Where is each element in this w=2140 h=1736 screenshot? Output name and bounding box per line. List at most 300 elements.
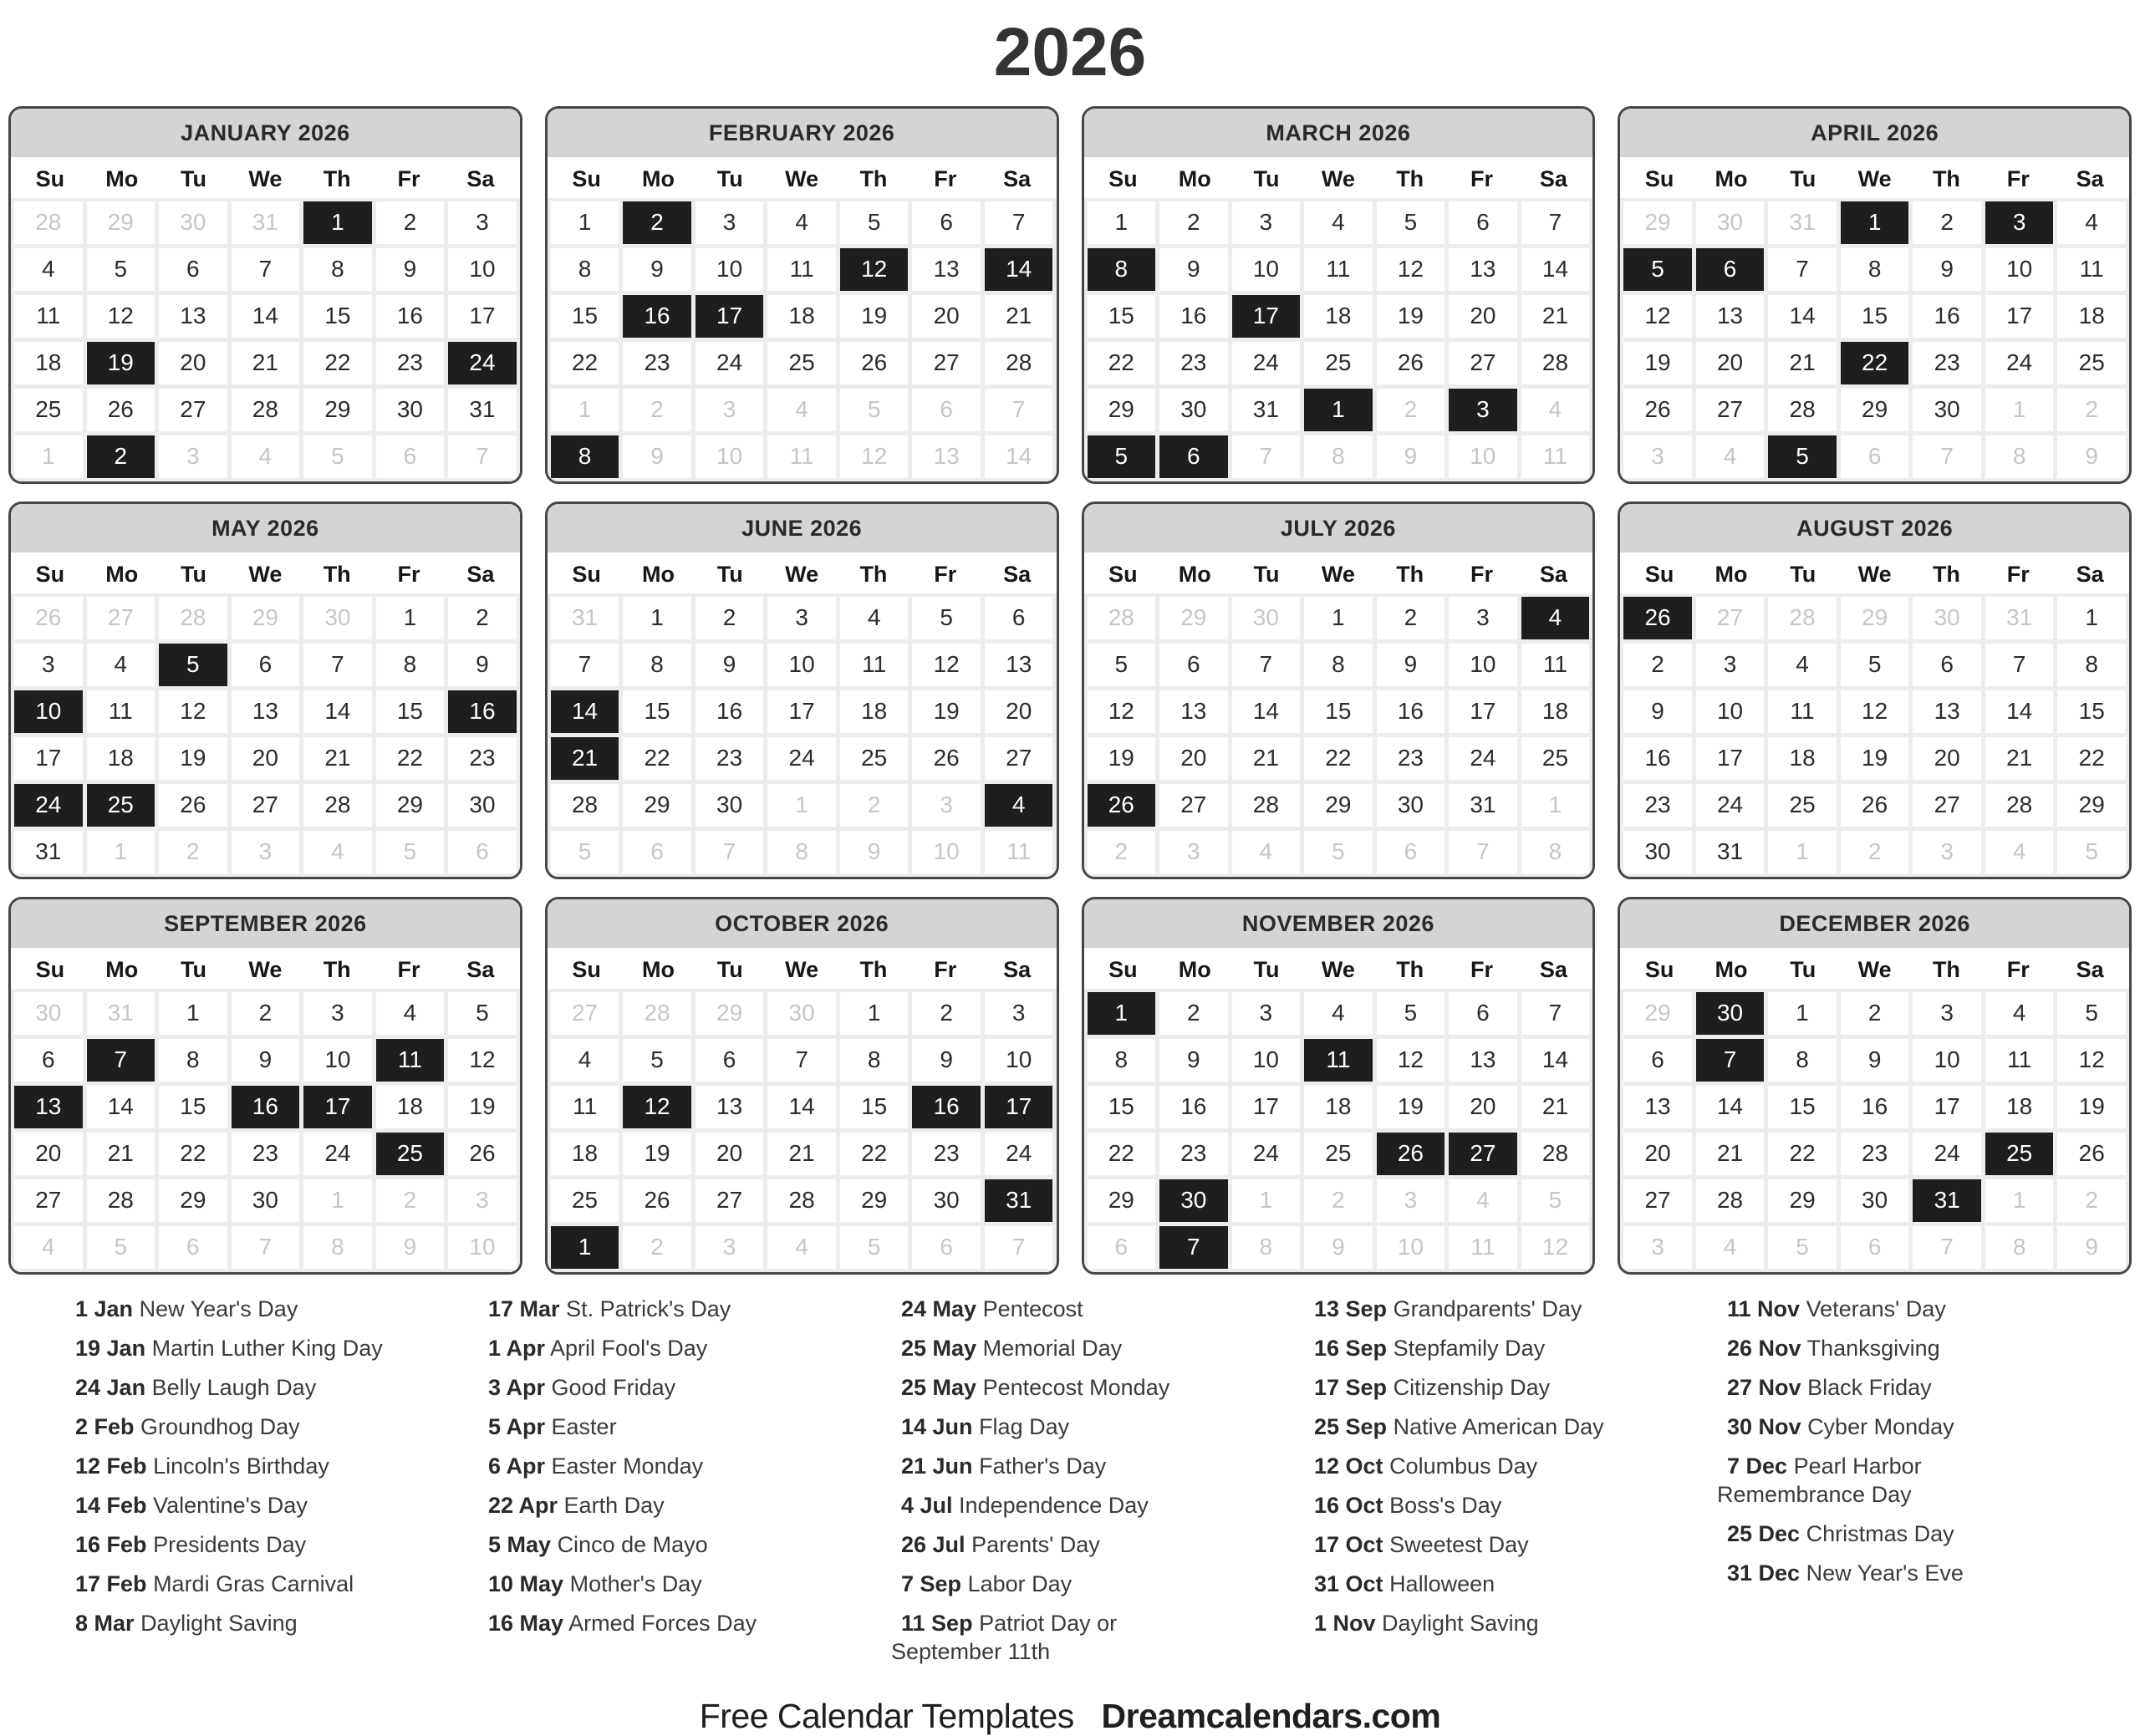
day-cell: 24 <box>1913 1133 1981 1175</box>
day-cell: 10 <box>448 248 517 291</box>
day-cell: 10 <box>1696 690 1765 733</box>
day-cell: 5 <box>840 201 909 244</box>
day-cell: 4 <box>1696 435 1765 478</box>
holiday-date: 12 Feb <box>75 1453 147 1479</box>
weeks-grid <box>11 198 520 481</box>
day-cell: 7 <box>1913 1226 1981 1269</box>
day-cell: 22 <box>551 342 619 384</box>
day-cell: 5 <box>1841 644 1909 686</box>
day-cell: 9 <box>1377 644 1445 686</box>
holiday-item <box>1304 1530 1643 1559</box>
day-cell: 28 <box>1521 1133 1590 1175</box>
weekday-label: We <box>785 561 819 587</box>
holiday-day-cell: 7 <box>1159 1226 1228 1269</box>
day-cell: 1 <box>840 992 909 1035</box>
holiday-day-cell: 14 <box>985 248 1053 291</box>
holiday-day-cell: 3 <box>1985 201 2054 244</box>
day-cell: 3 <box>1623 435 1692 478</box>
weekday-label: Sa <box>466 956 495 982</box>
day-cell: 18 <box>87 737 155 780</box>
day-cell: 14 <box>303 690 372 733</box>
week-row <box>14 597 517 639</box>
day-cell: 6 <box>912 201 981 244</box>
week-row <box>1088 784 1590 827</box>
weekday-label: Mo <box>641 561 675 587</box>
month-title: DECEMBER 2026 <box>1620 899 2129 948</box>
day-cell: 8 <box>1304 435 1373 478</box>
weekday-label: Th <box>323 956 351 982</box>
weekday-label: We <box>248 165 283 191</box>
day-cell: 5 <box>840 389 909 431</box>
day-cell: 26 <box>1377 342 1445 384</box>
day-cell: 5 <box>303 435 372 478</box>
holiday-item <box>891 1452 1230 1480</box>
month-title: JULY 2026 <box>1084 504 1593 552</box>
month-title: MARCH 2026 <box>1084 109 1593 157</box>
day-cell: 15 <box>1088 1086 1156 1128</box>
day-cell: 15 <box>1304 690 1373 733</box>
day-cell: 14 <box>1521 248 1590 291</box>
day-cell: 10 <box>985 1039 1053 1082</box>
day-cell: 28 <box>551 784 619 827</box>
day-cell: 20 <box>1449 295 1517 338</box>
day-cell: 1 <box>303 1179 372 1222</box>
month-title: JANUARY 2026 <box>11 109 520 157</box>
day-cell: 6 <box>1841 1226 1909 1269</box>
weekday-label: Su <box>35 956 65 982</box>
day-cell: 23 <box>376 342 445 384</box>
holiday-date: 31 Dec <box>1727 1560 1801 1586</box>
day-cell: 28 <box>1696 1179 1765 1222</box>
holiday-date: 25 May <box>901 1374 977 1400</box>
day-cell: 19 <box>448 1086 517 1128</box>
day-cell: 25 <box>2057 342 2126 384</box>
day-cell: 15 <box>1088 295 1156 338</box>
day-cell: 4 <box>1696 1226 1765 1269</box>
holiday-day-cell: 16 <box>623 295 691 338</box>
day-cell: 20 <box>232 737 300 780</box>
day-cell: 8 <box>159 1039 227 1082</box>
holiday-name: Mother's Day <box>569 1571 702 1596</box>
day-cell: 20 <box>14 1133 83 1175</box>
day-cell: 5 <box>376 831 445 873</box>
day-cell: 7 <box>1521 201 1590 244</box>
day-cell: 30 <box>14 992 83 1035</box>
week-row <box>1623 1039 2126 1082</box>
day-cell: 9 <box>448 644 517 686</box>
week-row <box>14 737 517 780</box>
day-cell: 10 <box>1232 1039 1301 1082</box>
month-card <box>1082 106 1596 484</box>
legend-column <box>1304 1295 1694 1677</box>
week-row <box>1623 342 2126 384</box>
weekday-header-row <box>11 157 520 198</box>
weekday-label: Th <box>323 165 351 191</box>
footer-brand-link[interactable]: Dreamcalendars.com <box>1101 1696 1441 1735</box>
holiday-item <box>891 1373 1230 1402</box>
weekday-label: Su <box>572 165 601 191</box>
day-cell: 24 <box>767 737 836 780</box>
day-cell: 27 <box>1159 784 1228 827</box>
day-cell: 9 <box>623 435 691 478</box>
day-cell: 9 <box>1159 248 1228 291</box>
holiday-name: Good Friday <box>551 1374 676 1400</box>
holiday-day-cell: 16 <box>912 1086 981 1128</box>
day-cell: 17 <box>1985 295 2054 338</box>
holiday-date: 25 Dec <box>1727 1520 1801 1546</box>
day-cell: 27 <box>87 597 155 639</box>
holiday-item <box>1717 1520 2056 1548</box>
week-row <box>1088 831 1590 873</box>
day-cell: 16 <box>1623 737 1692 780</box>
month-card <box>8 106 522 484</box>
day-cell: 7 <box>985 201 1053 244</box>
holiday-item <box>478 1491 817 1520</box>
day-cell: 11 <box>551 1086 619 1128</box>
holiday-day-cell: 16 <box>232 1086 300 1128</box>
day-cell: 11 <box>1521 435 1590 478</box>
weekday-header-row <box>1084 552 1593 593</box>
day-cell: 8 <box>1985 435 2054 478</box>
holiday-day-cell: 6 <box>1696 248 1765 291</box>
holiday-day-cell: 25 <box>87 784 155 827</box>
day-cell: 4 <box>1449 1179 1517 1222</box>
holiday-day-cell: 3 <box>1449 389 1517 431</box>
legend-column <box>478 1295 868 1677</box>
holiday-name: Cyber Monday <box>1807 1413 1954 1439</box>
day-cell: 23 <box>912 1133 981 1175</box>
holiday-name: Flag Day <box>979 1413 1070 1439</box>
weekday-label: Fr <box>1470 956 1493 982</box>
weekday-label: Sa <box>1539 561 1567 587</box>
day-cell: 30 <box>303 597 372 639</box>
day-cell: 13 <box>985 644 1053 686</box>
weeks-grid <box>11 593 520 877</box>
week-row <box>1623 1086 2126 1128</box>
day-cell: 25 <box>767 342 836 384</box>
day-cell: 27 <box>1623 1179 1692 1222</box>
weekday-label: We <box>1321 561 1355 587</box>
weekday-header-row <box>1620 157 2129 198</box>
holiday-date: 5 Apr <box>488 1413 546 1439</box>
weekday-label: Fr <box>1470 561 1493 587</box>
day-cell: 21 <box>1985 737 2054 780</box>
weekday-label: Tu <box>1253 956 1280 982</box>
weekday-header-row <box>11 948 520 989</box>
day-cell: 24 <box>1985 342 2054 384</box>
day-cell: 15 <box>2057 690 2126 733</box>
week-row <box>14 690 517 733</box>
holiday-name: Sweetest Day <box>1389 1531 1529 1557</box>
day-cell: 2 <box>623 389 691 431</box>
day-cell: 1 <box>1985 1179 2054 1222</box>
holiday-item <box>478 1452 817 1480</box>
day-cell: 28 <box>1521 342 1590 384</box>
weekday-label: Tu <box>1790 561 1816 587</box>
holiday-name: April Fool's Day <box>550 1335 708 1361</box>
day-cell: 10 <box>1985 248 2054 291</box>
day-cell: 6 <box>1913 644 1981 686</box>
weekday-header-row <box>548 157 1057 198</box>
day-cell: 30 <box>448 784 517 827</box>
day-cell: 10 <box>1449 435 1517 478</box>
weekday-label: Fr <box>397 561 420 587</box>
weeks-grid <box>1620 593 2129 877</box>
week-row <box>1623 1179 2126 1222</box>
holiday-day-cell: 2 <box>87 435 155 478</box>
day-cell: 16 <box>1913 295 1981 338</box>
weekday-label: Su <box>572 561 601 587</box>
weekday-label: Tu <box>1253 561 1280 587</box>
day-cell: 2 <box>376 201 445 244</box>
weekday-label: Mo <box>1715 165 1748 191</box>
week-row <box>551 435 1053 478</box>
day-cell: 1 <box>1232 1179 1301 1222</box>
week-row <box>1088 597 1590 639</box>
holiday-name: Memorial Day <box>982 1335 1123 1361</box>
weekday-label: Tu <box>181 561 207 587</box>
holiday-date: 6 Apr <box>488 1453 546 1479</box>
day-cell: 19 <box>623 1133 691 1175</box>
holiday-item <box>478 1334 817 1362</box>
day-cell: 8 <box>767 831 836 873</box>
week-row <box>14 784 517 827</box>
day-cell: 7 <box>985 1226 1053 1269</box>
day-cell: 9 <box>696 644 764 686</box>
weekday-label: Sa <box>466 165 495 191</box>
day-cell: 26 <box>1623 389 1692 431</box>
weekday-header-row <box>11 552 520 593</box>
day-cell: 29 <box>1088 1179 1156 1222</box>
day-cell: 22 <box>159 1133 227 1175</box>
holiday-day-cell: 2 <box>623 201 691 244</box>
holiday-name: St. Patrick's Day <box>566 1296 731 1321</box>
week-row <box>1088 248 1590 291</box>
day-cell: 23 <box>1159 342 1228 384</box>
weekday-label: Mo <box>105 165 139 191</box>
day-cell: 7 <box>232 1226 300 1269</box>
day-cell: 11 <box>767 248 836 291</box>
day-cell: 3 <box>1159 831 1228 873</box>
holiday-name: Pearl Harbor Remembrance Day <box>1717 1453 1922 1507</box>
holiday-day-cell: 21 <box>551 737 619 780</box>
holiday-day-cell: 30 <box>1159 1179 1228 1222</box>
week-row <box>1623 435 2126 478</box>
footer <box>0 1697 2140 1736</box>
day-cell: 23 <box>1841 1133 1909 1175</box>
day-cell: 12 <box>912 644 981 686</box>
month-title: NOVEMBER 2026 <box>1084 899 1593 948</box>
day-cell: 27 <box>912 342 981 384</box>
week-row <box>551 831 1053 873</box>
day-cell: 3 <box>1913 831 1981 873</box>
day-cell: 23 <box>696 737 764 780</box>
day-cell: 12 <box>2057 1039 2126 1082</box>
day-cell: 7 <box>985 389 1053 431</box>
week-row <box>14 1086 517 1128</box>
day-cell: 19 <box>1377 295 1445 338</box>
holiday-item <box>65 1491 404 1520</box>
day-cell: 4 <box>1985 831 2054 873</box>
day-cell: 14 <box>87 1086 155 1128</box>
day-cell: 24 <box>1696 784 1765 827</box>
holiday-item <box>65 1413 404 1441</box>
day-cell: 29 <box>2057 784 2126 827</box>
holiday-name: Thanksgiving <box>1806 1335 1940 1361</box>
holiday-item <box>891 1295 1230 1323</box>
holiday-name: Pentecost <box>982 1296 1083 1321</box>
holiday-day-cell: 17 <box>696 295 764 338</box>
weeks-grid <box>1084 989 1593 1272</box>
weekday-label: Sa <box>2076 165 2104 191</box>
day-cell: 2 <box>623 1226 691 1269</box>
holiday-date: 16 Sep <box>1314 1335 1388 1361</box>
day-cell: 3 <box>696 389 764 431</box>
day-cell: 15 <box>623 690 691 733</box>
day-cell: 1 <box>1088 201 1156 244</box>
weekday-label: Fr <box>397 165 420 191</box>
day-cell: 13 <box>912 435 981 478</box>
weekday-label: Tu <box>1253 165 1280 191</box>
holiday-name: Armed Forces Day <box>568 1610 757 1636</box>
day-cell: 21 <box>232 342 300 384</box>
day-cell: 18 <box>767 295 836 338</box>
holiday-date: 8 Mar <box>75 1610 135 1636</box>
holiday-date: 17 Oct <box>1314 1531 1383 1557</box>
day-cell: 27 <box>551 992 619 1035</box>
weekday-label: Mo <box>641 956 675 982</box>
weekday-label: Fr <box>2006 956 2030 982</box>
weekday-label: Tu <box>716 561 743 587</box>
holiday-name: Independence Day <box>959 1492 1149 1518</box>
day-cell: 18 <box>1304 295 1373 338</box>
weekday-label: Sa <box>2076 956 2104 982</box>
day-cell: 20 <box>1696 342 1765 384</box>
weekday-label: We <box>1857 561 1892 587</box>
day-cell: 21 <box>767 1133 836 1175</box>
day-cell: 5 <box>840 1226 909 1269</box>
holiday-name: Father's Day <box>979 1453 1107 1479</box>
holiday-item <box>1717 1334 2056 1362</box>
week-row <box>551 295 1053 338</box>
day-cell: 25 <box>1768 784 1837 827</box>
day-cell: 29 <box>840 1179 909 1222</box>
week-row <box>1088 1039 1590 1082</box>
day-cell: 6 <box>448 831 517 873</box>
day-cell: 1 <box>87 831 155 873</box>
holiday-item <box>1304 1413 1643 1441</box>
day-cell: 21 <box>985 295 1053 338</box>
holiday-day-cell: 31 <box>985 1179 1053 1222</box>
week-row <box>1623 784 2126 827</box>
day-cell: 4 <box>1985 992 2054 1035</box>
weeks-grid <box>1084 198 1593 481</box>
day-cell: 7 <box>1449 831 1517 873</box>
weekday-label: Th <box>1932 956 1960 982</box>
legend-column <box>891 1295 1281 1677</box>
day-cell: 23 <box>623 342 691 384</box>
day-cell: 29 <box>1623 992 1692 1035</box>
day-cell: 24 <box>1232 342 1301 384</box>
holiday-item <box>891 1570 1230 1598</box>
month-title: APRIL 2026 <box>1620 109 2129 157</box>
day-cell: 12 <box>840 435 909 478</box>
day-cell: 6 <box>1159 644 1228 686</box>
day-cell: 4 <box>551 1039 619 1082</box>
day-cell: 5 <box>1377 201 1445 244</box>
day-cell: 2 <box>376 1179 445 1222</box>
day-cell: 10 <box>696 435 764 478</box>
day-cell: 13 <box>1159 690 1228 733</box>
day-cell: 11 <box>14 295 83 338</box>
holiday-date: 11 Nov <box>1727 1296 1801 1321</box>
day-cell: 16 <box>1377 690 1445 733</box>
months-grid <box>8 106 2132 1275</box>
day-cell: 31 <box>87 992 155 1035</box>
holiday-item <box>1717 1295 2056 1323</box>
weekday-label: Su <box>1644 956 1674 982</box>
holiday-item <box>1717 1452 2056 1509</box>
day-cell: 31 <box>1768 201 1837 244</box>
day-cell: 28 <box>159 597 227 639</box>
day-cell: 27 <box>1913 784 1981 827</box>
day-cell: 22 <box>623 737 691 780</box>
day-cell: 19 <box>912 690 981 733</box>
month-card <box>1618 501 2132 879</box>
day-cell: 21 <box>1232 737 1301 780</box>
holiday-name: Cinco de Mayo <box>557 1531 708 1557</box>
weekday-label: We <box>1857 956 1892 982</box>
day-cell: 26 <box>1841 784 1909 827</box>
month-card <box>545 106 1059 484</box>
holiday-date: 24 Jan <box>75 1374 146 1400</box>
day-cell: 31 <box>1449 784 1517 827</box>
day-cell: 17 <box>1696 737 1765 780</box>
day-cell: 10 <box>1449 644 1517 686</box>
day-cell: 7 <box>1913 435 1981 478</box>
day-cell: 9 <box>623 248 691 291</box>
day-cell: 8 <box>1521 831 1590 873</box>
day-cell: 7 <box>767 1039 836 1082</box>
month-title: FEBRUARY 2026 <box>548 109 1057 157</box>
day-cell: 30 <box>1159 389 1228 431</box>
holiday-item <box>1717 1413 2056 1441</box>
weekday-label: Th <box>1396 165 1424 191</box>
holiday-name: Veterans' Day <box>1806 1296 1946 1321</box>
legend-column <box>65 1295 455 1677</box>
week-row <box>1623 295 2126 338</box>
holiday-legend <box>0 1275 2140 1677</box>
holiday-date: 1 Jan <box>75 1296 134 1321</box>
day-cell: 20 <box>1159 737 1228 780</box>
holiday-date: 13 Sep <box>1314 1296 1388 1321</box>
weekday-label: Su <box>35 165 65 191</box>
day-cell: 4 <box>14 248 83 291</box>
day-cell: 13 <box>696 1086 764 1128</box>
day-cell: 2 <box>696 597 764 639</box>
day-cell: 20 <box>912 295 981 338</box>
holiday-day-cell: 10 <box>14 690 83 733</box>
holiday-item <box>65 1334 404 1362</box>
week-row <box>14 201 517 244</box>
day-cell: 29 <box>1304 784 1373 827</box>
holiday-name: Presidents Day <box>153 1531 307 1557</box>
holiday-day-cell: 26 <box>1088 784 1156 827</box>
day-cell: 22 <box>2057 737 2126 780</box>
day-cell: 9 <box>840 831 909 873</box>
day-cell: 2 <box>1159 201 1228 244</box>
week-row <box>14 1039 517 1082</box>
